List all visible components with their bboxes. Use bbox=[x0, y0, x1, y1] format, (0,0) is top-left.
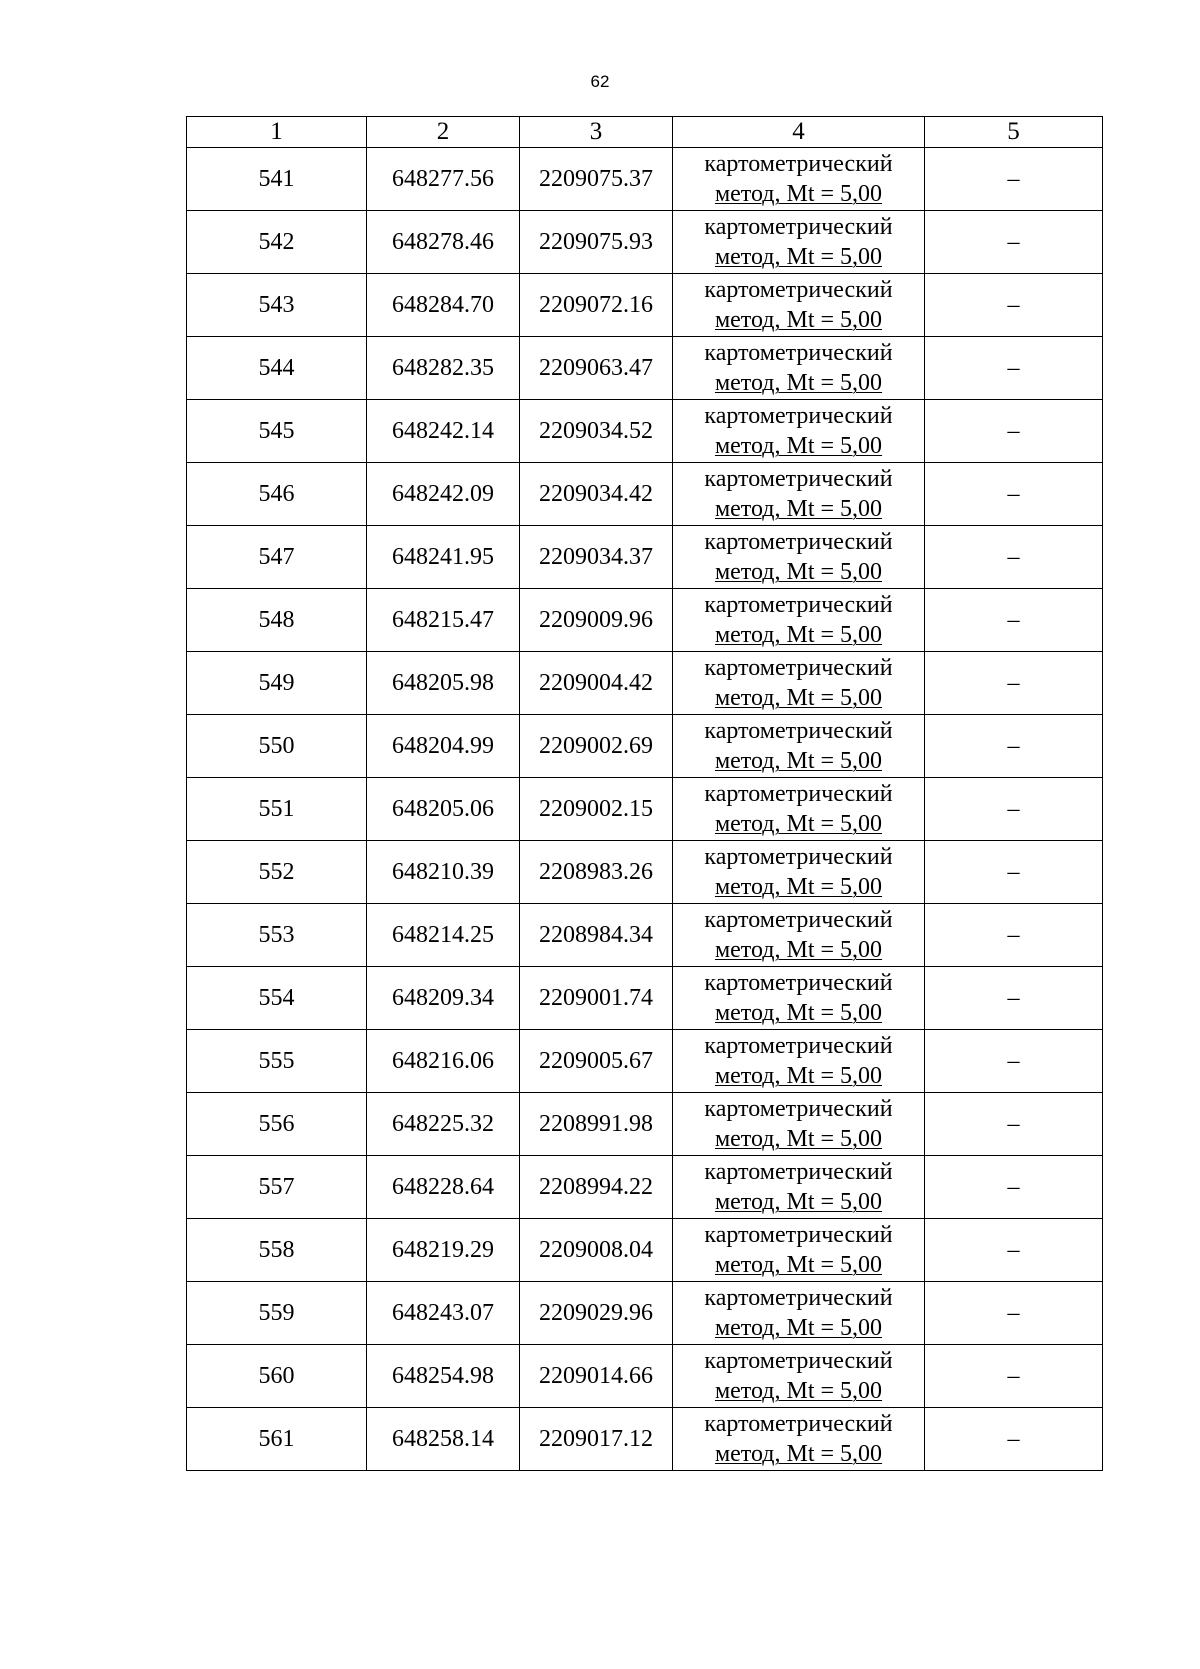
table-header bbox=[187, 117, 1103, 148]
note-cell: – bbox=[925, 1156, 1103, 1219]
method-accuracy: метод, Mt = 5,00 bbox=[714, 748, 883, 774]
method-name: картометрический bbox=[704, 1285, 893, 1311]
table-row bbox=[187, 211, 1103, 274]
point-number-cell: 552 bbox=[187, 841, 367, 904]
point-number-cell: 546 bbox=[187, 463, 367, 526]
method-name: картометрический bbox=[704, 214, 893, 240]
x-coordinate-cell: 648258.14 bbox=[367, 1408, 520, 1471]
table-row bbox=[187, 967, 1103, 1030]
y-coordinate-cell: 2209034.37 bbox=[520, 526, 673, 589]
point-number-cell: 542 bbox=[187, 211, 367, 274]
note-cell: – bbox=[925, 274, 1103, 337]
point-number-cell: 560 bbox=[187, 1345, 367, 1408]
x-coordinate-cell: 648241.95 bbox=[367, 526, 520, 589]
table-row bbox=[187, 841, 1103, 904]
y-coordinate-cell: 2209034.42 bbox=[520, 463, 673, 526]
note-cell: – bbox=[925, 211, 1103, 274]
table-row bbox=[187, 715, 1103, 778]
point-number-cell: 554 bbox=[187, 967, 367, 1030]
method-accuracy: метод, Mt = 5,00 bbox=[714, 370, 883, 396]
method-cell bbox=[673, 463, 925, 526]
method-accuracy: метод, Mt = 5,00 bbox=[714, 1315, 883, 1341]
method-accuracy: метод, Mt = 5,00 bbox=[714, 874, 883, 900]
x-coordinate-cell: 648214.25 bbox=[367, 904, 520, 967]
y-coordinate-cell: 2209034.52 bbox=[520, 400, 673, 463]
method-name: картометрический bbox=[704, 844, 893, 870]
y-coordinate-cell: 2209075.93 bbox=[520, 211, 673, 274]
note-cell: – bbox=[925, 589, 1103, 652]
point-number-cell: 550 bbox=[187, 715, 367, 778]
method-name: картометрический bbox=[704, 655, 893, 681]
method-accuracy: метод, Mt = 5,00 bbox=[714, 1252, 883, 1278]
table-row bbox=[187, 463, 1103, 526]
method-cell bbox=[673, 652, 925, 715]
method-name: картометрический bbox=[704, 151, 893, 177]
y-coordinate-cell: 2209075.37 bbox=[520, 148, 673, 211]
method-name: картометрический bbox=[704, 907, 893, 933]
x-coordinate-cell: 648205.06 bbox=[367, 778, 520, 841]
method-accuracy: метод, Mt = 5,00 bbox=[714, 1126, 883, 1152]
y-coordinate-cell: 2209004.42 bbox=[520, 652, 673, 715]
note-cell: – bbox=[925, 652, 1103, 715]
x-coordinate-cell: 648225.32 bbox=[367, 1093, 520, 1156]
table-row bbox=[187, 904, 1103, 967]
x-coordinate-cell: 648243.07 bbox=[367, 1282, 520, 1345]
method-cell bbox=[673, 1156, 925, 1219]
y-coordinate-cell: 2209063.47 bbox=[520, 337, 673, 400]
x-coordinate-cell: 648204.99 bbox=[367, 715, 520, 778]
method-cell bbox=[673, 1219, 925, 1282]
method-accuracy: метод, Mt = 5,00 bbox=[714, 1189, 883, 1215]
note-cell: – bbox=[925, 1030, 1103, 1093]
point-number-cell: 548 bbox=[187, 589, 367, 652]
y-coordinate-cell: 2208983.26 bbox=[520, 841, 673, 904]
point-number-cell: 555 bbox=[187, 1030, 367, 1093]
point-number-cell: 559 bbox=[187, 1282, 367, 1345]
y-coordinate-cell: 2209008.04 bbox=[520, 1219, 673, 1282]
note-cell: – bbox=[925, 778, 1103, 841]
note-cell: – bbox=[925, 1093, 1103, 1156]
method-cell bbox=[673, 1345, 925, 1408]
x-coordinate-cell: 648215.47 bbox=[367, 589, 520, 652]
method-cell bbox=[673, 274, 925, 337]
x-coordinate-cell: 648277.56 bbox=[367, 148, 520, 211]
table-row bbox=[187, 1219, 1103, 1282]
method-cell bbox=[673, 904, 925, 967]
point-number-cell: 547 bbox=[187, 526, 367, 589]
table-row bbox=[187, 1345, 1103, 1408]
note-cell: – bbox=[925, 526, 1103, 589]
table-body bbox=[187, 148, 1103, 1471]
y-coordinate-cell: 2209009.96 bbox=[520, 589, 673, 652]
y-coordinate-cell: 2209002.15 bbox=[520, 778, 673, 841]
table-row bbox=[187, 1408, 1103, 1471]
method-name: картометрический bbox=[704, 1096, 893, 1122]
method-name: картометрический bbox=[704, 1222, 893, 1248]
method-name: картометрический bbox=[704, 1159, 893, 1185]
method-accuracy: метод, Mt = 5,00 bbox=[714, 811, 883, 837]
method-accuracy: метод, Mt = 5,00 bbox=[714, 1063, 883, 1089]
x-coordinate-cell: 648210.39 bbox=[367, 841, 520, 904]
method-cell bbox=[673, 526, 925, 589]
table-row bbox=[187, 589, 1103, 652]
x-coordinate-cell: 648219.29 bbox=[367, 1219, 520, 1282]
method-name: картометрический bbox=[704, 277, 893, 303]
method-name: картометрический bbox=[704, 1348, 893, 1374]
y-coordinate-cell: 2209002.69 bbox=[520, 715, 673, 778]
x-coordinate-cell: 648205.98 bbox=[367, 652, 520, 715]
point-number-cell: 561 bbox=[187, 1408, 367, 1471]
y-coordinate-cell: 2209001.74 bbox=[520, 967, 673, 1030]
method-cell bbox=[673, 400, 925, 463]
point-number-cell: 545 bbox=[187, 400, 367, 463]
method-cell bbox=[673, 589, 925, 652]
header-col-5: 5 bbox=[925, 117, 1103, 148]
header-col-4: 4 bbox=[673, 117, 925, 148]
method-name: картометрический bbox=[704, 592, 893, 618]
method-cell bbox=[673, 148, 925, 211]
table-row bbox=[187, 148, 1103, 211]
method-name: картометрический bbox=[704, 1033, 893, 1059]
method-cell bbox=[673, 211, 925, 274]
method-accuracy: метод, Mt = 5,00 bbox=[714, 1000, 883, 1026]
x-coordinate-cell: 648284.70 bbox=[367, 274, 520, 337]
method-accuracy: метод, Mt = 5,00 bbox=[714, 1441, 883, 1467]
point-number-cell: 553 bbox=[187, 904, 367, 967]
point-number-cell: 549 bbox=[187, 652, 367, 715]
method-accuracy: метод, Mt = 5,00 bbox=[714, 433, 883, 459]
x-coordinate-cell: 648228.64 bbox=[367, 1156, 520, 1219]
x-coordinate-cell: 648254.98 bbox=[367, 1345, 520, 1408]
table-row bbox=[187, 1282, 1103, 1345]
note-cell: – bbox=[925, 1219, 1103, 1282]
table-row bbox=[187, 337, 1103, 400]
method-cell bbox=[673, 1093, 925, 1156]
point-number-cell: 541 bbox=[187, 148, 367, 211]
note-cell: – bbox=[925, 841, 1103, 904]
method-name: картометрический bbox=[704, 781, 893, 807]
method-accuracy: метод, Mt = 5,00 bbox=[714, 685, 883, 711]
table-row bbox=[187, 274, 1103, 337]
x-coordinate-cell: 648282.35 bbox=[367, 337, 520, 400]
method-accuracy: метод, Mt = 5,00 bbox=[714, 622, 883, 648]
table-row bbox=[187, 1093, 1103, 1156]
note-cell: – bbox=[925, 715, 1103, 778]
method-cell bbox=[673, 1030, 925, 1093]
method-accuracy: метод, Mt = 5,00 bbox=[714, 1378, 883, 1404]
x-coordinate-cell: 648216.06 bbox=[367, 1030, 520, 1093]
table-row bbox=[187, 778, 1103, 841]
y-coordinate-cell: 2208994.22 bbox=[520, 1156, 673, 1219]
note-cell: – bbox=[925, 463, 1103, 526]
note-cell: – bbox=[925, 337, 1103, 400]
table-row bbox=[187, 1156, 1103, 1219]
header-col-1: 1 bbox=[187, 117, 367, 148]
point-number-cell: 544 bbox=[187, 337, 367, 400]
note-cell: – bbox=[925, 1408, 1103, 1471]
page-number: 62 bbox=[590, 72, 610, 91]
method-accuracy: метод, Mt = 5,00 bbox=[714, 181, 883, 207]
table-row bbox=[187, 526, 1103, 589]
table-row bbox=[187, 400, 1103, 463]
header-row bbox=[187, 117, 1103, 148]
y-coordinate-cell: 2209072.16 bbox=[520, 274, 673, 337]
method-name: картометрический bbox=[704, 970, 893, 996]
method-accuracy: метод, Mt = 5,00 bbox=[714, 244, 883, 270]
x-coordinate-cell: 648242.09 bbox=[367, 463, 520, 526]
point-number-cell: 543 bbox=[187, 274, 367, 337]
x-coordinate-cell: 648209.34 bbox=[367, 967, 520, 1030]
method-cell bbox=[673, 778, 925, 841]
method-name: картометрический bbox=[704, 403, 893, 429]
point-number-cell: 557 bbox=[187, 1156, 367, 1219]
table-row bbox=[187, 652, 1103, 715]
y-coordinate-cell: 2209005.67 bbox=[520, 1030, 673, 1093]
method-name: картометрический bbox=[704, 1411, 893, 1437]
note-cell: – bbox=[925, 1282, 1103, 1345]
method-cell bbox=[673, 715, 925, 778]
table-row bbox=[187, 1030, 1103, 1093]
method-cell bbox=[673, 841, 925, 904]
point-number-cell: 558 bbox=[187, 1219, 367, 1282]
method-accuracy: метод, Mt = 5,00 bbox=[714, 496, 883, 522]
method-name: картометрический bbox=[704, 529, 893, 555]
y-coordinate-cell: 2209017.12 bbox=[520, 1408, 673, 1471]
point-number-cell: 551 bbox=[187, 778, 367, 841]
note-cell: – bbox=[925, 904, 1103, 967]
method-cell bbox=[673, 1408, 925, 1471]
method-cell bbox=[673, 337, 925, 400]
note-cell: – bbox=[925, 148, 1103, 211]
coordinates-table bbox=[186, 116, 1103, 1471]
y-coordinate-cell: 2208984.34 bbox=[520, 904, 673, 967]
point-number-cell: 556 bbox=[187, 1093, 367, 1156]
y-coordinate-cell: 2209029.96 bbox=[520, 1282, 673, 1345]
x-coordinate-cell: 648278.46 bbox=[367, 211, 520, 274]
x-coordinate-cell: 648242.14 bbox=[367, 400, 520, 463]
y-coordinate-cell: 2208991.98 bbox=[520, 1093, 673, 1156]
method-name: картометрический bbox=[704, 718, 893, 744]
header-col-3: 3 bbox=[520, 117, 673, 148]
method-accuracy: метод, Mt = 5,00 bbox=[714, 559, 883, 585]
note-cell: – bbox=[925, 400, 1103, 463]
method-cell bbox=[673, 967, 925, 1030]
method-name: картометрический bbox=[704, 466, 893, 492]
method-name: картометрический bbox=[704, 340, 893, 366]
method-accuracy: метод, Mt = 5,00 bbox=[714, 307, 883, 333]
method-accuracy: метод, Mt = 5,00 bbox=[714, 937, 883, 963]
header-col-2: 2 bbox=[367, 117, 520, 148]
note-cell: – bbox=[925, 967, 1103, 1030]
note-cell: – bbox=[925, 1345, 1103, 1408]
method-cell bbox=[673, 1282, 925, 1345]
y-coordinate-cell: 2209014.66 bbox=[520, 1345, 673, 1408]
